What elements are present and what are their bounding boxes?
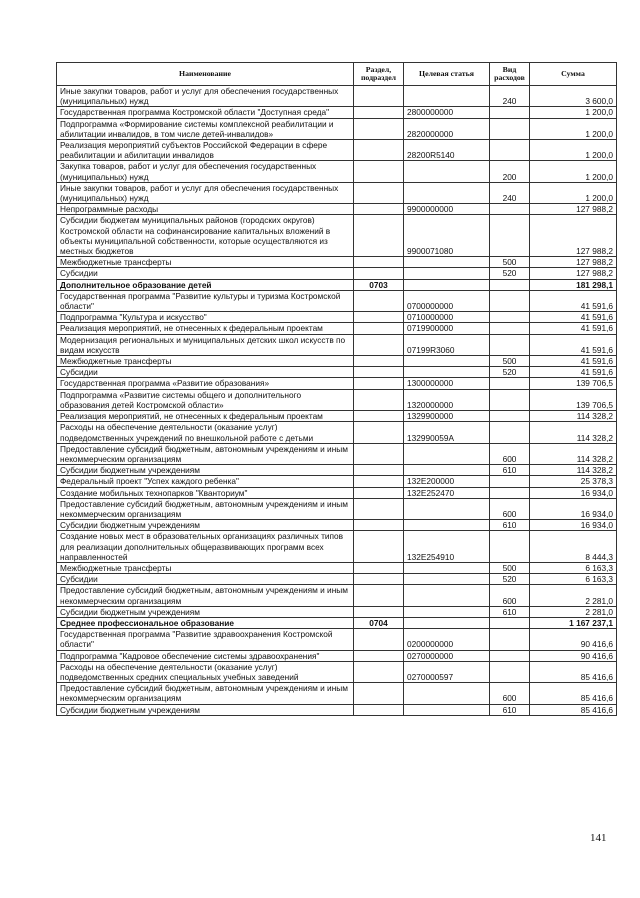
row-sum-cell: 139 706,5: [530, 378, 617, 389]
row-sum-cell: 127 988,2: [530, 257, 617, 268]
row-sum-cell: 6 163,3: [530, 574, 617, 585]
row-expense-type-cell: 240: [490, 86, 530, 107]
row-article-cell: 9900000000: [404, 204, 490, 215]
row-expense-type-cell: [490, 378, 530, 389]
row-name-cell: Субсидии: [57, 574, 354, 585]
row-expense-type-cell: 520: [490, 574, 530, 585]
row-sum-cell: 3 600,0: [530, 86, 617, 107]
row-sum-cell: 1 167 237,1: [530, 617, 617, 628]
row-sum-cell: 85 416,6: [530, 683, 617, 704]
budget-sheet: [56, 62, 617, 716]
row-sum-cell: 1 200,0: [530, 107, 617, 118]
row-article-cell: [404, 257, 490, 268]
row-section-cell: [354, 487, 404, 498]
row-name-cell: Подпрограмма "Кадровое обеспечение системы здравоохранения": [57, 650, 354, 661]
row-expense-type-cell: [490, 629, 530, 650]
row-section-cell: [354, 323, 404, 334]
row-expense-type-cell: [490, 215, 530, 257]
header-article: Целевая статья: [404, 63, 490, 86]
table-row: [57, 629, 617, 650]
row-expense-type-cell: 610: [490, 606, 530, 617]
row-section-cell: [354, 498, 404, 519]
table-row: [57, 204, 617, 215]
row-expense-type-cell: 600: [490, 498, 530, 519]
row-expense-type-cell: [490, 422, 530, 443]
table-row: [57, 389, 617, 410]
row-section-cell: [354, 356, 404, 367]
row-section-cell: [354, 683, 404, 704]
row-article-cell: [404, 268, 490, 279]
row-sum-cell: 1 200,0: [530, 161, 617, 182]
row-expense-type-cell: 240: [490, 182, 530, 203]
table-row: [57, 562, 617, 573]
row-section-cell: [354, 389, 404, 410]
row-name-cell: Государственная программа "Развитие здравоохранения Костромской области": [57, 629, 354, 650]
row-article-cell: [404, 279, 490, 290]
row-name-cell: Межбюджетные трансферты: [57, 356, 354, 367]
row-section-cell: [354, 334, 404, 355]
row-expense-type-cell: [490, 323, 530, 334]
row-article-cell: [404, 161, 490, 182]
row-name-cell: Государственная программа «Развитие образования»: [57, 378, 354, 389]
row-section-cell: [354, 704, 404, 715]
row-sum-cell: 1 200,0: [530, 182, 617, 203]
row-sum-cell: 181 298,1: [530, 279, 617, 290]
budget-table: [56, 62, 617, 716]
table-row: [57, 279, 617, 290]
row-name-cell: Государственная программа "Развитие культуры и туризма Костромской области": [57, 290, 354, 311]
table-row: [57, 323, 617, 334]
row-sum-cell: 90 416,6: [530, 629, 617, 650]
row-article-cell: [404, 617, 490, 628]
row-expense-type-cell: 610: [490, 704, 530, 715]
row-name-cell: Модернизация региональных и муниципальных детских школ искусств по видам искусств: [57, 334, 354, 355]
row-article-cell: 132E200000: [404, 476, 490, 487]
row-sum-cell: 114 328,2: [530, 465, 617, 476]
row-sum-cell: 41 591,6: [530, 356, 617, 367]
header-expense-type: Вид расходов: [490, 63, 530, 86]
row-article-cell: 1320000000: [404, 389, 490, 410]
table-body: [57, 86, 617, 716]
row-sum-cell: 41 591,6: [530, 290, 617, 311]
row-section-cell: [354, 161, 404, 182]
row-article-cell: 0710000000: [404, 312, 490, 323]
row-article-cell: [404, 585, 490, 606]
row-section-cell: [354, 650, 404, 661]
row-name-cell: Субсидии бюджетным учреждениям: [57, 704, 354, 715]
row-section-cell: [354, 443, 404, 464]
row-article-cell: [404, 356, 490, 367]
row-name-cell: Предоставление субсидий бюджетным, автономным учреждениям и иным некоммерческим организациям: [57, 585, 354, 606]
row-sum-cell: 114 328,2: [530, 411, 617, 422]
row-expense-type-cell: [490, 487, 530, 498]
row-article-cell: [404, 574, 490, 585]
table-row: [57, 476, 617, 487]
row-section-cell: [354, 118, 404, 139]
row-article-cell: [404, 606, 490, 617]
row-sum-cell: 25 378,3: [530, 476, 617, 487]
row-section-cell: [354, 367, 404, 378]
table-row: [57, 683, 617, 704]
header-name: Наименование: [57, 63, 354, 86]
row-article-cell: 1329900000: [404, 411, 490, 422]
row-section-cell: [354, 86, 404, 107]
table-row: [57, 182, 617, 203]
table-row: [57, 334, 617, 355]
row-expense-type-cell: [490, 312, 530, 323]
row-sum-cell: 6 163,3: [530, 562, 617, 573]
row-expense-type-cell: 520: [490, 268, 530, 279]
table-row: [57, 86, 617, 107]
row-section-cell: [354, 606, 404, 617]
table-row: [57, 268, 617, 279]
table-row: [57, 140, 617, 161]
row-expense-type-cell: [490, 411, 530, 422]
row-expense-type-cell: [490, 650, 530, 661]
row-sum-cell: 85 416,6: [530, 661, 617, 682]
row-sum-cell: 90 416,6: [530, 650, 617, 661]
table-row: [57, 215, 617, 257]
table-row: [57, 257, 617, 268]
row-sum-cell: 114 328,2: [530, 422, 617, 443]
row-section-cell: [354, 378, 404, 389]
row-sum-cell: 8 444,3: [530, 531, 617, 563]
table-row: [57, 107, 617, 118]
table-row: [57, 161, 617, 182]
row-article-cell: 0200000000: [404, 629, 490, 650]
table-row: [57, 465, 617, 476]
row-section-cell: [354, 411, 404, 422]
row-expense-type-cell: [490, 334, 530, 355]
row-name-cell: Межбюджетные трансферты: [57, 562, 354, 573]
row-article-cell: 0700000000: [404, 290, 490, 311]
row-sum-cell: 114 328,2: [530, 443, 617, 464]
row-name-cell: Среднее профессиональное образование: [57, 617, 354, 628]
row-section-cell: [354, 204, 404, 215]
row-sum-cell: 127 988,2: [530, 204, 617, 215]
row-sum-cell: 1 200,0: [530, 140, 617, 161]
row-expense-type-cell: 600: [490, 585, 530, 606]
row-article-cell: 0270000597: [404, 661, 490, 682]
row-article-cell: 132E252470: [404, 487, 490, 498]
row-name-cell: Предоставление субсидий бюджетным, автономным учреждениям и иным некоммерческим организациям: [57, 443, 354, 464]
row-article-cell: 0270000000: [404, 650, 490, 661]
row-article-cell: [404, 704, 490, 715]
row-name-cell: Иные закупки товаров, работ и услуг для обеспечения государственных (муниципальных) нужд: [57, 86, 354, 107]
row-section-cell: [354, 215, 404, 257]
table-row: [57, 411, 617, 422]
table-row: [57, 531, 617, 563]
row-name-cell: Подпрограмма "Культура и искусство": [57, 312, 354, 323]
row-section-cell: [354, 661, 404, 682]
header-sum: Сумма: [530, 63, 617, 86]
row-name-cell: Расходы на обеспечение деятельности (оказание услуг) подведомственных учреждений по внешкольной работе с детьми: [57, 422, 354, 443]
row-expense-type-cell: 600: [490, 443, 530, 464]
row-article-cell: 2800000000: [404, 107, 490, 118]
row-section-cell: [354, 268, 404, 279]
row-expense-type-cell: [490, 617, 530, 628]
row-expense-type-cell: [490, 279, 530, 290]
row-article-cell: [404, 367, 490, 378]
row-name-cell: Субсидии бюджетным учреждениям: [57, 465, 354, 476]
table-row: [57, 704, 617, 715]
row-section-cell: [354, 465, 404, 476]
row-expense-type-cell: [490, 290, 530, 311]
row-section-cell: [354, 585, 404, 606]
table-row: [57, 520, 617, 531]
row-name-cell: Создание мобильных технопарков "Кванториум": [57, 487, 354, 498]
row-name-cell: Дополнительное образование детей: [57, 279, 354, 290]
row-article-cell: 132E254910: [404, 531, 490, 563]
row-sum-cell: 139 706,5: [530, 389, 617, 410]
row-expense-type-cell: 500: [490, 356, 530, 367]
table-row: [57, 422, 617, 443]
table-row: [57, 367, 617, 378]
row-name-cell: Реализация мероприятий, не отнесенных к федеральным проектам: [57, 411, 354, 422]
row-expense-type-cell: [490, 661, 530, 682]
row-name-cell: Субсидии: [57, 268, 354, 279]
row-section-cell: [354, 520, 404, 531]
row-article-cell: [404, 443, 490, 464]
row-article-cell: [404, 562, 490, 573]
row-sum-cell: 85 416,6: [530, 704, 617, 715]
row-expense-type-cell: 610: [490, 520, 530, 531]
row-sum-cell: 127 988,2: [530, 215, 617, 257]
row-article-cell: [404, 683, 490, 704]
row-sum-cell: 41 591,6: [530, 334, 617, 355]
row-expense-type-cell: [490, 204, 530, 215]
row-name-cell: Подпрограмма «Развитие системы общего и дополнительного образования детей Костромской области»: [57, 389, 354, 410]
row-expense-type-cell: 500: [490, 562, 530, 573]
row-article-cell: 1300000000: [404, 378, 490, 389]
row-name-cell: Субсидии: [57, 367, 354, 378]
table-row: [57, 443, 617, 464]
row-sum-cell: 16 934,0: [530, 487, 617, 498]
row-expense-type-cell: [490, 107, 530, 118]
row-name-cell: Закупка товаров, работ и услуг для обеспечения государственных (муниципальных) нужд: [57, 161, 354, 182]
row-name-cell: Предоставление субсидий бюджетным, автономным учреждениям и иным некоммерческим организациям: [57, 683, 354, 704]
row-name-cell: Иные закупки товаров, работ и услуг для обеспечения государственных (муниципальных) нужд: [57, 182, 354, 203]
row-name-cell: Государственная программа Костромской области "Доступная среда": [57, 107, 354, 118]
row-name-cell: Субсидии бюджетным учреждениям: [57, 520, 354, 531]
row-section-cell: [354, 562, 404, 573]
table-row: [57, 487, 617, 498]
row-expense-type-cell: 520: [490, 367, 530, 378]
table-row: [57, 290, 617, 311]
row-section-cell: [354, 476, 404, 487]
row-expense-type-cell: [490, 476, 530, 487]
row-section-cell: [354, 312, 404, 323]
row-section-cell: [354, 531, 404, 563]
row-section-cell: [354, 629, 404, 650]
row-sum-cell: 127 988,2: [530, 268, 617, 279]
table-row: [57, 661, 617, 682]
row-sum-cell: 2 281,0: [530, 606, 617, 617]
table-row: [57, 617, 617, 628]
row-expense-type-cell: 600: [490, 683, 530, 704]
row-name-cell: Подпрограмма «Формирование системы комплексной реабилитации и абилитации инвалидов, в том числе детей-инвалидов»: [57, 118, 354, 139]
row-article-cell: 28200R5140: [404, 140, 490, 161]
row-article-cell: 9900071080: [404, 215, 490, 257]
row-section-cell: [354, 290, 404, 311]
row-sum-cell: 1 200,0: [530, 118, 617, 139]
row-name-cell: Непрограммные расходы: [57, 204, 354, 215]
row-article-cell: [404, 520, 490, 531]
row-sum-cell: 41 591,6: [530, 323, 617, 334]
table-row: [57, 585, 617, 606]
row-article-cell: [404, 182, 490, 203]
row-name-cell: Реализация мероприятий, не отнесенных к федеральным проектам: [57, 323, 354, 334]
row-name-cell: Расходы на обеспечение деятельности (оказание услуг) подведомственных средних специальных учебных заведений: [57, 661, 354, 682]
row-expense-type-cell: [490, 531, 530, 563]
table-row: [57, 118, 617, 139]
row-name-cell: Субсидии бюджетным учреждениям: [57, 606, 354, 617]
table-row: [57, 650, 617, 661]
page-number: 141: [590, 832, 607, 844]
row-article-cell: [404, 498, 490, 519]
row-expense-type-cell: [490, 389, 530, 410]
row-name-cell: Реализация мероприятий субъектов Российской Федерации в сфере реабилитации и абилитации инвалидов: [57, 140, 354, 161]
table-row: [57, 574, 617, 585]
row-expense-type-cell: 200: [490, 161, 530, 182]
row-sum-cell: 2 281,0: [530, 585, 617, 606]
row-section-cell: [354, 182, 404, 203]
row-name-cell: Федеральный проект "Успех каждого ребенка": [57, 476, 354, 487]
table-header-row: [57, 63, 617, 86]
row-article-cell: 2820000000: [404, 118, 490, 139]
row-sum-cell: 41 591,6: [530, 367, 617, 378]
row-name-cell: Создание новых мест в образовательных организациях различных типов для реализации дополнительных общеразвивающих программ всех направленностей: [57, 531, 354, 563]
row-expense-type-cell: [490, 140, 530, 161]
row-section-cell: [354, 422, 404, 443]
header-section: Раздел, подраздел: [354, 63, 404, 86]
row-expense-type-cell: [490, 118, 530, 139]
row-section-cell: 0704: [354, 617, 404, 628]
row-article-cell: [404, 465, 490, 476]
row-expense-type-cell: 500: [490, 257, 530, 268]
row-name-cell: Предоставление субсидий бюджетным, автономным учреждениям и иным некоммерческим организациям: [57, 498, 354, 519]
row-expense-type-cell: 610: [490, 465, 530, 476]
row-sum-cell: 16 934,0: [530, 520, 617, 531]
row-name-cell: Субсидии бюджетам муниципальных районов (городских округов) Костромской области на софинансирование капитальных вложений в объекты муниципальной собственности, которые осуществляются из местных бюджетов: [57, 215, 354, 257]
row-sum-cell: 41 591,6: [530, 312, 617, 323]
row-sum-cell: 16 934,0: [530, 498, 617, 519]
row-article-cell: [404, 86, 490, 107]
row-section-cell: [354, 140, 404, 161]
row-section-cell: [354, 574, 404, 585]
row-article-cell: 132990059А: [404, 422, 490, 443]
table-row: [57, 356, 617, 367]
row-section-cell: [354, 107, 404, 118]
table-row: [57, 606, 617, 617]
row-section-cell: 0703: [354, 279, 404, 290]
row-article-cell: 0719900000: [404, 323, 490, 334]
table-row: [57, 378, 617, 389]
row-name-cell: Межбюджетные трансферты: [57, 257, 354, 268]
row-section-cell: [354, 257, 404, 268]
row-article-cell: 07199R3060: [404, 334, 490, 355]
table-row: [57, 312, 617, 323]
table-row: [57, 498, 617, 519]
